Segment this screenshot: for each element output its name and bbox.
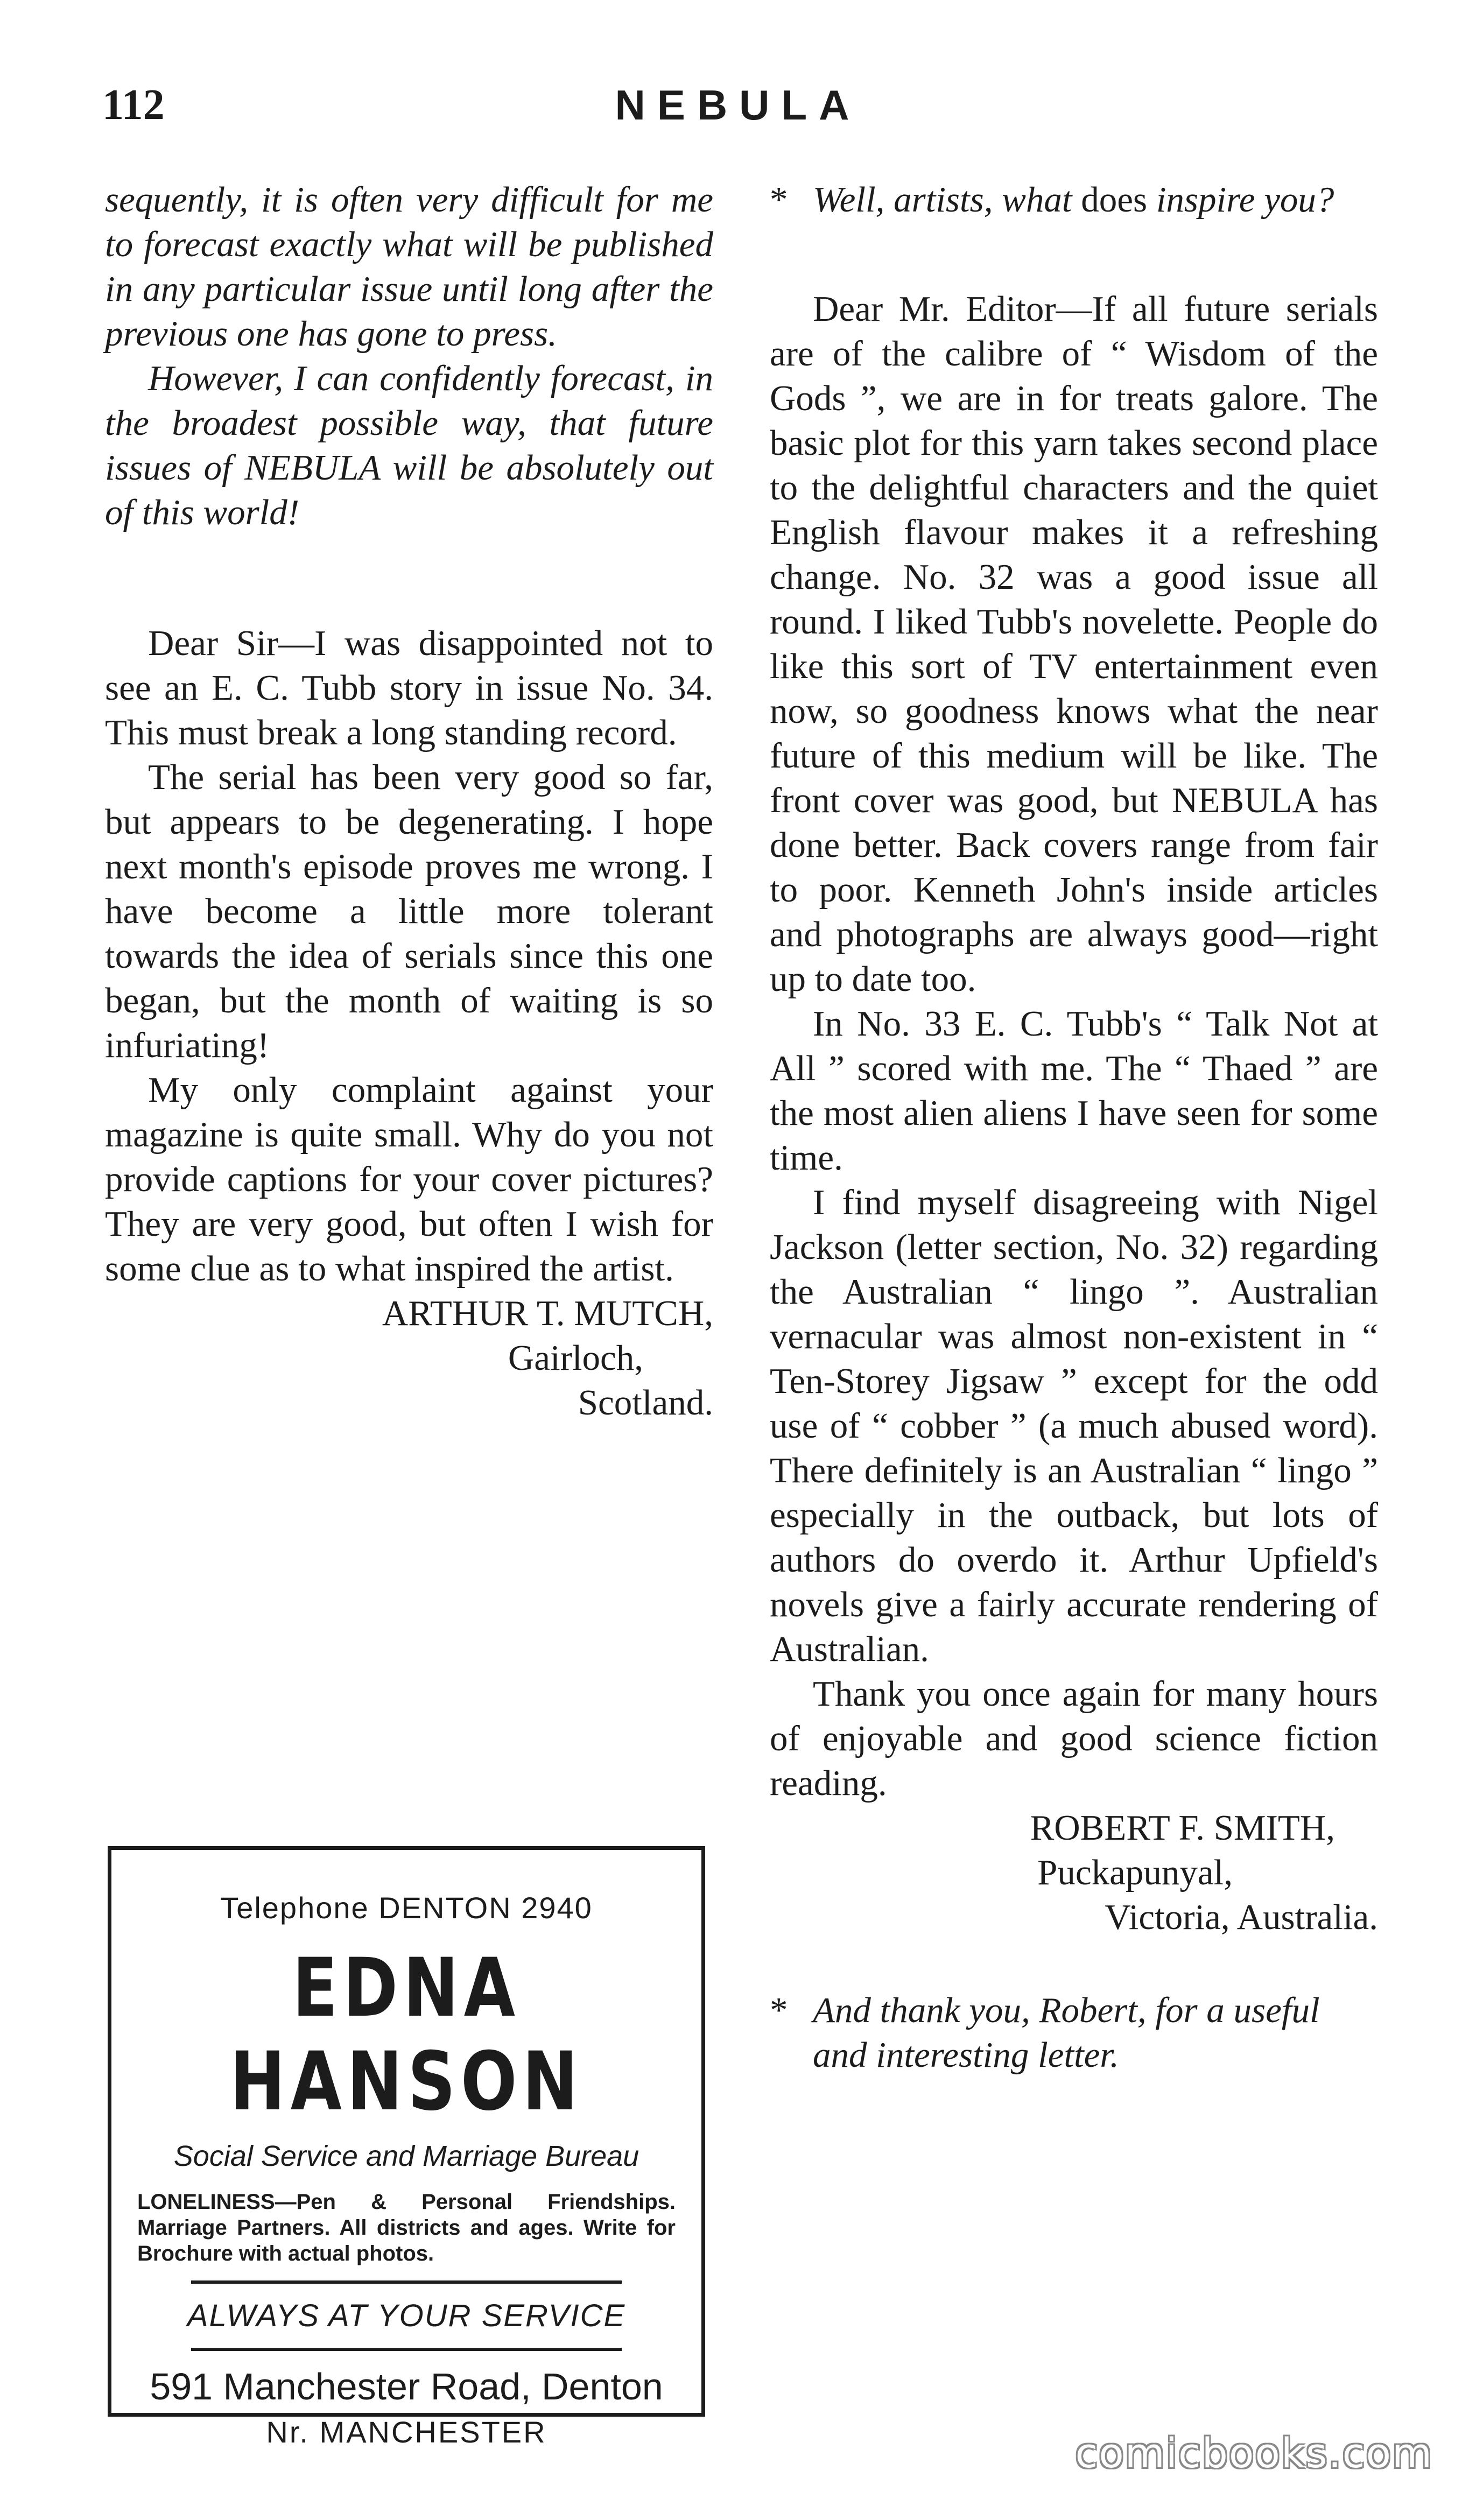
editor-reply-roman-word: does xyxy=(1081,180,1148,220)
signature-town: Gairloch, xyxy=(508,1338,643,1378)
ad-city: Nr. MANCHESTER xyxy=(266,2415,547,2449)
letter-mutch xyxy=(105,621,713,1425)
signature-town: Puckapunyal, xyxy=(1037,1853,1233,1892)
ad-divider xyxy=(191,2348,622,2351)
letter-smith xyxy=(770,287,1378,1940)
star-marker: * xyxy=(770,1990,788,2030)
signature-name: ARTHUR T. MUTCH, xyxy=(382,1293,713,1333)
editor-reply-paragraph: sequently, it is often very difficult for me to forecast exactly what will be published in any particular issue until long after the previous one has gone to press. xyxy=(105,180,713,354)
editor-reply-text: Well, artists, what xyxy=(813,180,1081,220)
signature-country: Scotland. xyxy=(578,1383,713,1423)
letter-paragraph: Dear Sir—I was disappointed not to see an E. C. Tubb story in issue No. 34. This must break a long standing record. xyxy=(105,623,713,752)
running-head-title: NEBULA xyxy=(615,81,861,129)
ad-business-name: EDNA HANSON xyxy=(229,1941,584,2129)
letter-paragraph: In No. 33 E. C. Tubb's “ Talk Not at All ” scored with me. The “ Thaed ” are the most alien aliens I have seen for some time. xyxy=(770,1004,1378,1178)
editor-reply-text: And thank you, Robert, for a useful and interesting letter. xyxy=(813,1990,1320,2075)
page-number: 112 xyxy=(102,81,165,129)
ad-subtitle: Social Service and Marriage Bureau xyxy=(173,2140,639,2172)
editor-reply-artists xyxy=(770,178,1378,222)
ad-divider xyxy=(191,2280,622,2284)
signature-country: Victoria, Australia. xyxy=(1105,1897,1378,1937)
signature-name: ROBERT F. SMITH, xyxy=(1030,1808,1335,1848)
advertisement-box xyxy=(108,1846,705,2449)
ad-address: 591 Manchester Road, Denton xyxy=(150,2366,663,2408)
watermark: comicbooks.com xyxy=(1075,2429,1433,2477)
letter-paragraph: The serial has been very good so far, but appears to be degenerating. I hope next month's episode proves me wrong. I have become a little more tolerant towards the idea of serials since this one began, but the month of waiting is so infuriating! xyxy=(105,757,713,1065)
editor-reply-thanks xyxy=(770,1988,1378,2078)
right-column xyxy=(770,178,1378,2078)
left-column xyxy=(105,178,713,1425)
letter-paragraph: Dear Mr. Editor—If all future serials are of the calibre of “ Wisdom of the Gods ”, we are in for treats galore. The basic plot for this yarn takes second place to the delightful characters and the quiet English flavour makes it a refreshing change. No. 32 was a good issue all round. I liked Tubb's novelette. People do like this sort of TV entertainment even now, so goodness knows what the near future of this medium will be like. The front cover was good, but NEBULA has done better. Back covers range from fair to poor. Kenneth John's inside articles and photographs are always good—right up to date too. xyxy=(770,289,1378,999)
ad-phone: Telephone DENTON 2940 xyxy=(220,1891,593,1925)
letter-paragraph: I find myself disagreeing with Nigel Jackson (letter section, No. 32) regarding the Australian “ lingo ”. Australian vernacular was almost non-existent in “ Ten-Storey Jigsaw ” except for the odd use of “ cobber ” (a much abused word). There definitely is an Australian “ lingo ” especially in the outback, but lots of authors do overdo it. Arthur Upfield's novels give a fairly accurate rendering of Australian. xyxy=(770,1182,1378,1669)
editor-reply-paragraph: However, I can confidently forecast, in the broadest possible way, that future issues of NEBULA will be absolutely out of this world! xyxy=(105,358,713,532)
star-marker: * xyxy=(770,180,788,220)
letter-paragraph: Thank you once again for many hours of enjoyable and good science fiction reading. xyxy=(770,1674,1378,1803)
ad-slogan: ALWAYS AT YOUR SERVICE xyxy=(187,2298,626,2333)
letter-paragraph: My only complaint against your magazine is quite small. Why do you not provide captions for your cover pictures? They are very good, but often I wish for some clue as to what inspired the artist. xyxy=(105,1070,713,1289)
editor-reply-text: inspire you? xyxy=(1147,180,1334,220)
ad-details: LONELINESS—Pen & Personal Friendships. Marriage Partners. All districts and ages. Write for Brochure with actual photos. xyxy=(137,2190,676,2265)
editor-reply-continued xyxy=(105,178,713,535)
